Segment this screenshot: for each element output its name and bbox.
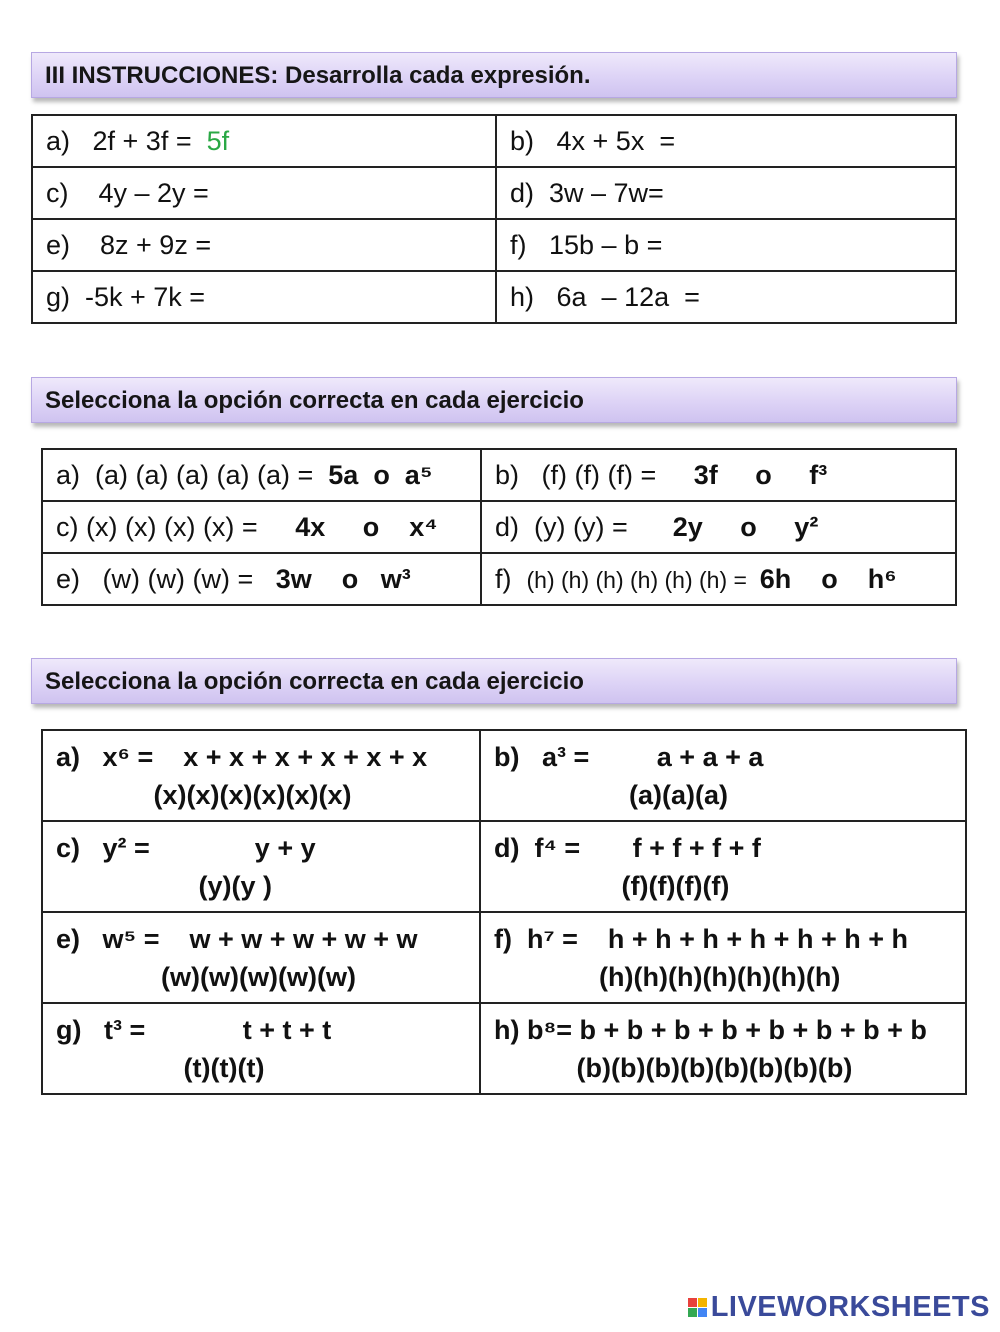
option-exercise-a: a) (a) (a) (a) (a) (a) = 5a o a⁵ [42,449,481,501]
sum-option-f[interactable]: f) h⁷ = h + h + h + h + h + h + h [494,923,908,954]
sum-option-b[interactable]: b) a³ = a + a + a [494,741,764,772]
power-exercise-b [480,730,966,821]
liveworksheets-logo [688,1291,990,1324]
table-row [42,449,956,501]
exercise-h[interactable]: h) 6a – 12a = [496,271,956,323]
product-option-d[interactable]: (f)(f)(f)(f) [494,870,730,901]
exercise-c[interactable]: c) 4y – 2y = [32,167,496,219]
power-exercise-h [480,1003,966,1094]
exercise-e[interactable]: e) 8z + 9z = [32,219,496,271]
table-row [42,821,966,912]
product-option-g[interactable]: (t)(t)(t) [56,1052,265,1083]
product-option-c[interactable]: (y)(y ) [56,870,273,901]
option-table [41,448,957,606]
option-exercise-e: e) (w) (w) (w) = 3w o w³ [42,553,481,605]
product-option-h[interactable]: (b)(b)(b)(b)(b)(b)(b)(b) [494,1052,853,1083]
sum-option-e[interactable]: e) w⁵ = w + w + w + w + w [56,923,418,954]
exercise-g[interactable]: g) -5k + 7k = [32,271,496,323]
expression-table [31,114,957,324]
option-exercise-d: d) (y) (y) = 2y o y² [481,501,956,553]
exercise-a: a) 2f + 3f = 5f [32,115,496,167]
table-row [32,167,956,219]
section1-header: III INSTRUCCIONES: Desarrolla cada expresión. [31,52,957,98]
option-exercise-f: f) (h) (h) (h) (h) (h) (h) = 6h o h⁶ [481,553,956,605]
option-exercise-c: c) (x) (x) (x) (x) = 4x o x⁴ [42,501,481,553]
sum-option-c[interactable]: c) y² = y + y [56,832,316,863]
power-exercise-d [480,821,966,912]
options-c[interactable]: 4x o x⁴ [295,511,438,542]
sum-option-g[interactable]: g) t³ = t + t + t [56,1014,332,1045]
exercise-b[interactable]: b) 4x + 5x = [496,115,956,167]
power-exercise-f [480,912,966,1003]
options-a[interactable]: 5a o a⁵ [328,459,433,490]
table-row [42,730,966,821]
table-row [42,1003,966,1094]
power-exercise-g [42,1003,480,1094]
exercise-d[interactable]: d) 3w – 7w= [496,167,956,219]
logo-grid-icon [688,1298,707,1317]
options-e[interactable]: 3w o w³ [275,563,411,594]
table-row [42,912,966,1003]
product-option-f[interactable]: (h)(h)(h)(h)(h)(h)(h) [494,961,841,992]
product-option-a[interactable]: (x)(x)(x)(x)(x)(x) [56,779,352,810]
option-exercise-b: b) (f) (f) (f) = 3f o f³ [481,449,956,501]
options-b[interactable]: 3f o f³ [693,459,828,490]
power-table [41,729,967,1095]
product-option-b[interactable]: (a)(a)(a) [494,779,729,810]
power-exercise-e [42,912,480,1003]
answer-a[interactable]: 5f [206,125,230,156]
options-f[interactable]: 6h o h⁶ [759,563,897,594]
table-row [42,501,956,553]
brand-name: LIVEWORKSHEETS [710,1291,990,1323]
section3-header: Selecciona la opción correcta en cada ejercicio [31,658,957,704]
product-option-e[interactable]: (w)(w)(w)(w)(w) [56,961,356,992]
sum-option-h[interactable]: h) b⁸= b + b + b + b + b + b + b + b [494,1014,927,1045]
sum-option-a[interactable]: a) x⁶ = x + x + x + x + x + x [56,741,428,772]
section2-header: Selecciona la opción correcta en cada ejercicio [31,377,957,423]
table-row [32,271,956,323]
options-d[interactable]: 2y o y² [672,511,819,542]
table-row [42,553,956,605]
power-exercise-a [42,730,480,821]
table-row [32,219,956,271]
power-exercise-c [42,821,480,912]
exercise-f[interactable]: f) 15b – b = [496,219,956,271]
sum-option-d[interactable]: d) f⁴ = f + f + f + f [494,832,761,863]
table-row [32,115,956,167]
